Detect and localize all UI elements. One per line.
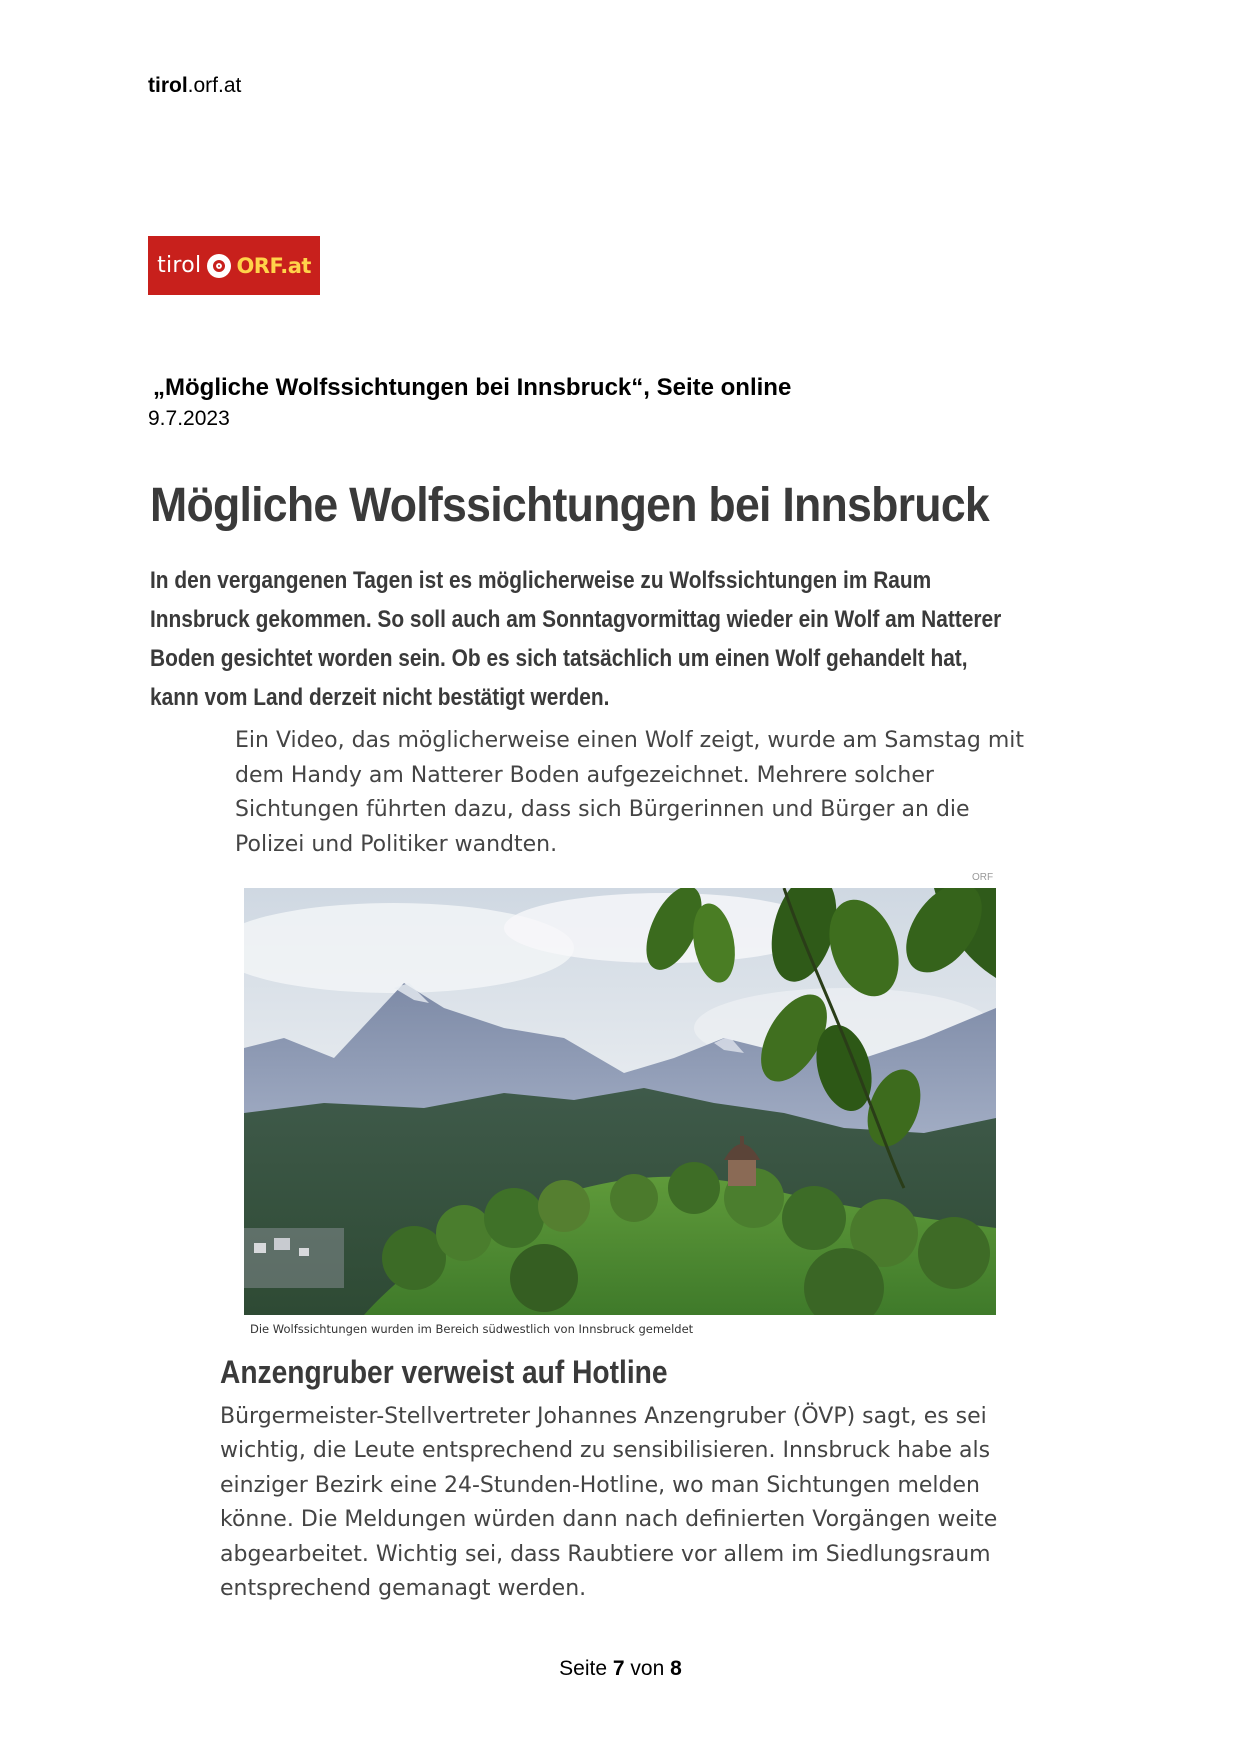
site-header-bold: tirol <box>148 74 188 97</box>
site-header-rest: .orf.at <box>187 74 242 97</box>
tirol-orf-logo <box>148 236 320 295</box>
article-paragraph-2: Bürgermeister-Stellvertreter Johannes Anzengruber (ÖVP) sagt, es sei wichtig, die Leute entsprechend zu sensibilisieren. Innsbruck habe als einziger Bezirk eine 24-Stunden-Hotline, wo man Sichtungen melden könne. Die Meldungen würden dann nach definierten Vorgängen weite abgearbeitet. Wichtig sei, dass Raubtiere vor allem im Siedlungsraum entsprechend gemanagt werden. <box>220 1404 998 1602</box>
article-photo <box>244 888 996 1315</box>
logo-region: tirol <box>157 253 202 278</box>
page-footer-separator: von <box>630 1657 665 1680</box>
document-title: „Mögliche Wolfssichtungen bei Innsbruck“, Seite online <box>153 374 792 401</box>
article-subheading: Anzengruber verweist auf Hotline <box>220 1354 668 1390</box>
orf-ring-icon <box>207 254 231 278</box>
article-paragraph-1: Ein Video, das möglicherweise einen Wolf zeigt, wurde am Samstag mit dem Handy am Natterer Boden aufgezeichnet. Mehrere solcher Sichtungen führten dazu, dass sich Bürgerinnen und Bürger an die Polizei und Politiker wandten. <box>235 728 1024 857</box>
article-headline: Mögliche Wolfssichtungen bei Innsbruck <box>150 479 989 532</box>
photo-credit: ORF <box>972 872 994 883</box>
article-lead: In den vergangenen Tagen ist es möglicherweise zu Wolfssichtungen im Raum Innsbruck gekommen. So soll auch am Sonntagvormittag wieder ein Wolf am Natterer Boden gesichtet worden sein. Ob es sich tatsächlich um einen Wolf gehandelt hat, kann vom Land derzeit nicht bestätigt werden. <box>150 567 1002 711</box>
page-total: 8 <box>670 1657 682 1680</box>
page-footer-prefix: Seite <box>559 1657 608 1680</box>
photo-caption: Die Wolfssichtungen wurden im Bereich südwestlich von Innsbruck gemeldet <box>250 1322 694 1336</box>
page-current: 7 <box>612 1657 625 1680</box>
document-date: 9.7.2023 <box>148 407 230 430</box>
logo-brand: ORF.at <box>236 253 311 278</box>
site-header <box>148 74 241 98</box>
page-footer <box>0 1657 1241 1681</box>
